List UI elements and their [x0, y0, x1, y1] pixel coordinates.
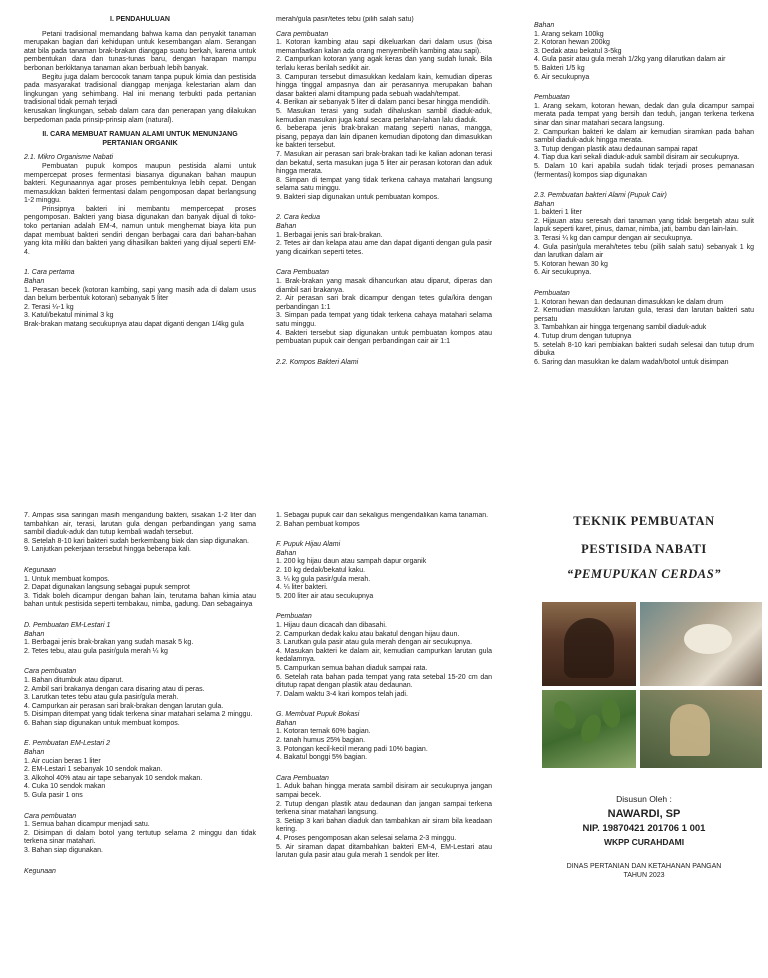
list-item: 4. Gula pasir atau gula merah 1/2kg yang dilarutkan dalam air — [534, 56, 726, 64]
spacer — [24, 801, 256, 807]
subsection-heading: Kegunaan — [24, 566, 56, 574]
photo-plant-leaves — [542, 690, 636, 768]
list-item: 5. Bakteri 1/5 kg — [534, 64, 585, 72]
list-item: 1. Hijau daun dicacah dan dibasahi. — [276, 621, 387, 629]
subsection-label: Bahan — [276, 719, 297, 727]
list-item: 1. 200 kg hijau daun atau sampah dapur organik — [276, 558, 427, 566]
list-item: 7. Dalam waktu 3-4 kari kompos telah jadi. — [276, 690, 408, 698]
column-green-manure-bokashi — [276, 512, 492, 972]
list-item: 2. Ambil sari brakanya dengan cara disaring atau di peras. — [24, 685, 205, 693]
list-item: 2. Tutup dengan plastik atau dedaunan dan jangan sampai terkena terkena sinar matahari langsung. — [276, 800, 492, 817]
list-item: 3. Setiap 3 kari bahan diaduk dan tambahkan air siram bila keadaan kering. — [276, 817, 492, 834]
list-item: 2. 10 kg dedak/bekatul kaku. — [276, 566, 366, 574]
subsection-heading: Kegunaan — [24, 867, 56, 875]
spacer — [276, 347, 492, 353]
column-intro — [24, 16, 256, 456]
list-item: 1. Perasan becek (kotoran kambing, sapi yang masih ada di dalam usus dan belum berbentuk kotoran) sebanyak 5 liter — [24, 286, 256, 303]
list-item: 1. Semua bahan dicampur menjadi satu. — [24, 821, 150, 829]
list-item: merah/gula pasir/tetes tebu (pilih salah satu) — [276, 16, 414, 23]
subsection-heading: Cara Pembuatan — [276, 269, 329, 277]
list-item: 6. Setelah rata bahan pada tempat yang rata setebal 15-20 cm dan ditutup rapat dengan plastik atau dedaunan. — [276, 673, 492, 690]
list-item: 4. Tiap dua kari sekali diaduk-aduk sambil disiram air secukupnya. — [534, 154, 740, 162]
cover-photo-collage — [542, 602, 762, 768]
list-item: 2. Tetes air dan kelapa atau ame dan dapat diganti dengan gula pasir yang dicairkan seperti tetes. — [276, 240, 492, 256]
list-item: 1. Sebagai pupuk cair dan sekaligus mengendalikan kama tanaman. — [276, 512, 489, 519]
subsection-heading: Bahan — [534, 22, 555, 29]
list-item: kerusakan lingkungan, sebab dalam cara dan penerapan yang dilakukan berpedoman pada prinsip-prinsip alam (natural). — [24, 107, 256, 124]
list-item: 1. Berbagai jenis sari brak-brakan. — [276, 231, 383, 239]
list-item: 3. Alkohol 40% atau air tape sebanyak 10 sendok makan. — [24, 774, 203, 782]
subsection-label: Bahan — [276, 223, 297, 231]
list-item: 7. Ampas sisa saringan masih mengandung bakteri, sisakan 1-2 liter dan tambahkan air, terasi, larutan gula dengan perbandingan yang sama sambil diaduk-aduk dan tutup kembali wadah tersebut. — [24, 512, 256, 537]
subsection-label: Bahan — [24, 278, 45, 286]
list-item: 1. Air cucian beras 1 liter — [24, 757, 101, 765]
spacer — [276, 257, 492, 263]
list-item: 3. Tutup dengan plastik atau dedaunan sampai rapat — [534, 145, 698, 153]
list-item: 3. Larutkan gula pasir atau gula merah dengan air secukupnya. — [276, 639, 473, 647]
list-item: 5. Masukan terasi yang sudah dihaluskan sambil diaduk-aduk, kemudian masukan juga katul secara perlahan-lahan lalu diaduk. — [276, 107, 492, 124]
list-item: 9. Bakteri siap digunakan untuk pembuatan kompos. — [276, 193, 440, 201]
list-item: 6. Bahan siap digunakan untuk membuat kompos. — [24, 719, 180, 727]
list-item: 1. Arang sekam 100kg — [534, 30, 604, 38]
list-item: 3. Campuran tersebut dimasukkan kedalam kain, kemudian diperas hingga tinggal ampasnya dan air perasannya merupakan bahan dasar bakteri alami ditampung pada sebuah wadah/tempat. — [276, 73, 492, 98]
spacer — [276, 763, 492, 769]
author-organization: WKPP CURAHDAMI — [603, 837, 685, 847]
cover-title-line-1: TEKNIK PEMBUATAN — [573, 514, 715, 528]
list-item: 8. Setelah 8-10 kari bakteri sudah berkembang biak dan siap digunakan. — [24, 537, 249, 545]
list-item: 5. Gula pasir 1 ons — [24, 792, 83, 800]
list-item: 2. Campurkan kotoran yang agak keras dan yang sudah lunak. Bila terlalu keras berilah sedikit air. — [276, 56, 492, 72]
list-item: 6. Air secukupnya. — [534, 269, 592, 277]
list-item: 4. Bakteri tersebut siap digunakan untuk pembuatan kompos atau pembuatan pupuk cair dengan perbandingan cair air 1:1 — [276, 329, 492, 346]
author-nip: NIP. 19870421 201706 1 001 — [582, 823, 706, 834]
paragraph: Pembuatan pupuk kompos maupun pestisida alami untuk mempercepat proses fermentasi biasanya digunakan bahan maupun bakteri. Kegunaannya agar proses pembentuknya lebih cepat. Dengan memasukkan bakteri fermentasi dalam pengomposan dapat berlangsung 1-2 minggu. — [24, 162, 256, 205]
spacer — [276, 699, 492, 705]
subsection-label: Bahan — [24, 630, 45, 638]
list-item: 3. ¼ kg gula pasir/gula merah. — [276, 575, 371, 583]
subsection-heading: F. Pupuk Hijau Alami — [276, 541, 341, 549]
list-item: 2. Air perasan sari brak dicampur dengan tetes gula/kira dengan perbandingan 1:1 — [276, 295, 492, 311]
subsection-heading: Cara pembuatan — [276, 30, 329, 38]
subsection-heading: D. Pembuatan EM-Lestari 1 — [24, 621, 111, 629]
subsection-heading: Pembuatan — [276, 613, 312, 621]
list-item: 9. Lanjutkan pekerjaan tersebut hingga beberapa kali. — [24, 546, 191, 554]
author-name: NAWARDI, SP — [607, 808, 681, 820]
spacer — [24, 728, 256, 734]
list-item: 3. Katul/bekatul minimal 3 kg — [24, 312, 114, 320]
list-item: 2. Campurkan bakteri ke dalam air kemudian siramkan pada bahan sambil diaduk-aduk hingga merata. — [534, 128, 754, 145]
department-name: DINAS PERTANIAN DAN KETAHANAN PANGAN — [566, 863, 722, 870]
spacer — [24, 656, 256, 662]
cover-tagline: “PEMUPUKAN CERDAS” — [566, 567, 722, 581]
subsection-label: Bahan — [276, 549, 297, 557]
subsection-heading: 2.3. Pembuatan bakteri Alami (Pupuk Cair) — [534, 192, 667, 200]
list-item: 1. Kotoran ternak 60% bagian. — [276, 728, 371, 736]
subsection-label: Bahan — [24, 749, 45, 757]
subsection-heading: Pembuatan — [534, 94, 570, 102]
prepared-by-label: Disusun Oleh : — [616, 794, 672, 804]
paragraph: Begitu juga dalam bercocok tanam tanpa pupuk kimia dan pestisida pada masyarakat tradisional dianggap menjaga kelestarian alam dan lingkungan yang sehimbang. Hal ini menang terbukti pada pertanian tradisional tidak pernah terjadi — [24, 73, 256, 107]
list-item: 4. Proses pengomposan akan selesai selama 2-3 minggu. — [276, 835, 457, 842]
list-item: 5. Campurkan semua bahan diaduk sampai rata. — [276, 664, 428, 672]
spacer — [276, 601, 492, 607]
list-item: 4. ¼ liter bakteri. — [276, 584, 328, 592]
photo-farmer-field — [640, 690, 762, 768]
list-item: 7. Masukan air perasan sari brak-brakan tadi ke kalian adonan terasi dan bekatul, serta masukan juga 5 liter air perasan kotoran dan aduk hingga merata. — [276, 150, 492, 176]
spacer — [276, 529, 492, 535]
subsection-heading: 2.2. Kompos Bakteri Alami — [276, 358, 359, 366]
list-item: 3. Bahan siap digunakan. — [24, 847, 104, 854]
list-item: 2. Dapat digunakan langsung sebagai pupuk semprot — [24, 584, 190, 592]
list-item: 3. Potongan kecil-kecil merang padi 10% bagian. — [276, 745, 428, 753]
list-item: 4. Masukan bakteri ke dalam air, kemudian campurkan larutan gula kedalamnya. — [276, 647, 492, 664]
list-item: 1. Kotoran hewan dan dedaunan dimasukkan ke dalam drum — [534, 298, 724, 306]
spacer — [276, 202, 492, 208]
list-item: 2. Terasi ¼-1 kg — [24, 303, 74, 311]
list-item: 1. Berbagai jenis brak-brakan yang sudah masak 5 kg. — [24, 639, 194, 647]
subsection-heading: Cara Pembuatan — [276, 774, 329, 782]
list-item: 5. Disimpan ditempat yang tidak terkena sinar matahari selama 2 minggu. — [24, 711, 253, 719]
subsection-heading: Cara pembuatan — [24, 668, 77, 676]
list-item: 2. EM-Lestari 1 sebanyak 10 sendok makan. — [24, 766, 163, 774]
list-item: Brak-brakan matang secukupnya atau dapat diganti dengan 1/4kg gula — [24, 321, 244, 328]
list-item: 6. Saring dan masukkan ke dalam wadah/botol untuk disimpan — [534, 358, 729, 366]
list-item: 3. Tambahkan air hingga tergenang sambil diaduk-aduk — [534, 324, 707, 332]
photo-mixing-bowl — [640, 602, 762, 686]
publication-year: TAHUN 2023 — [623, 872, 665, 879]
list-item: 2. Hijauan atau seresah dari tanaman yang tidak bergetah atau sulit lapuk seperti karet, pinus, damar, nimba, jati, bambu dan lain-lain. — [534, 217, 754, 234]
list-item: 1. Untuk membuat kompos. — [24, 575, 110, 583]
list-item: 4. Gula pasir/gula merah/tetes tebu (pilih salah satu) sebanyak 1 kg dan larutkan dalam air — [534, 243, 754, 260]
list-item: 5. 200 liter air atau secukupnya — [276, 592, 374, 600]
list-item: 3. Terasi ¼ kg dan campur dengan air secukupnya. — [534, 235, 693, 243]
list-item: 2. tanah humus 25% bagian. — [276, 737, 366, 745]
spacer — [534, 278, 754, 284]
spacer — [24, 555, 256, 561]
spacer — [534, 180, 754, 186]
list-item: 1. Brak-brakan yang masak dihancurkan atau diparut, diperas dan diambil sari brakanya. — [276, 278, 492, 294]
subsection-label: Bahan — [534, 200, 555, 208]
list-item: 4. Berikan air sebanyak 5 liter di dalam panci besar hingga mendidih. — [276, 99, 491, 107]
cover-panel — [520, 512, 768, 972]
list-item: 6. Air secukupnya — [534, 73, 590, 81]
spacer — [24, 257, 256, 263]
subsection-heading: Pembuatan — [534, 290, 570, 298]
paragraph: Petani tradisional memandang bahwa kama dan penyakit tanaman merupakan bagian dari kehidupan untuk kesembangan alam. Serangan atat bila pada tanaman brak-brakan dianggap suatu berkah, karena untuk pembentukan dara dan tunas-tunas baru, dengan harapan mampu berbonan berkiktanya tanaman akan berbuah lebih banyak. — [24, 30, 256, 72]
column-em-lestari — [24, 512, 256, 972]
list-item: 4. Campurkan air perasan sari brak-brakan dengan larutan gula. — [24, 702, 224, 710]
list-item: 1. Arang sekam, kotoran hewan, dedak dan gula dicampur sampai merata pada tempat yang bersih dan teduh, jangan terkena terkena sinar dan sinar matahari secara langsung. — [534, 102, 754, 127]
column-bacteria-methods — [276, 16, 492, 456]
list-item: 3. Larutkan tetes tebu atau gula pasir/gula merah. — [24, 694, 179, 702]
list-item: 2. Campurkan dedak kaku atau bakatul dengan hijau daun. — [276, 630, 460, 638]
list-item: 1. bakteri 1 liter — [534, 209, 582, 217]
list-item: 4. Tutup drum dengan tutupnya — [534, 333, 632, 340]
subsection-heading: E. Pembuatan EM-Lestari 2 — [24, 740, 110, 748]
list-item: 2. Tetes tebu, atau gula pasir/gula merah ¼ kg — [24, 647, 168, 655]
cover-title-line-2: PESTISIDA NABATI — [581, 542, 707, 556]
subsection-heading: 2. Cara kedua — [276, 214, 320, 222]
list-item: 3. Tidak boleh dicampur dengan bahan lain, terutama bahan kimia atau bahan untuk pestisida seperti tembakau, nimba, gadung. Dan sebagainya — [24, 592, 256, 609]
subsection-heading: 1. Cara pertama — [24, 269, 75, 277]
list-item: 2. Disimpan di dalam botol yang tertutup selama 2 minggu dan tidak terkena sinar matahari. — [24, 829, 256, 846]
list-item: 2. Kotoran hewan 200kg — [534, 39, 610, 47]
list-item: 4. Bakatul bonggi 5% bagian. — [276, 754, 368, 762]
spacer — [534, 82, 754, 88]
subsection-heading: G. Membuat Pupuk Bokasi — [276, 711, 360, 719]
list-item: 3. Simpan pada tempat yang tidak terkena cahaya matahari selama satu minggu. — [276, 312, 492, 328]
list-item: 1. Aduk bahan hingga merata sambil disiram air secukupnya jangan sampai becek. — [276, 783, 492, 800]
section-heading: I. PENDAHULUAN — [110, 16, 170, 23]
list-item: 2. Bahan pembuat kompos — [276, 520, 360, 528]
subsection-heading: 2.1. Mikro Organisme Nabati — [24, 154, 114, 162]
list-item: 4. Cuka 10 sendok makan — [24, 783, 106, 791]
list-item: 5. Air siraman dapat ditambahkan bakteri EM-4, EM-Lestari atau larutan gula pasir atau gula merah 1 sendok per liter. — [276, 843, 492, 860]
spacer — [24, 610, 256, 616]
list-item: 1. Kotoran kambing atau sapi dikeluarkan dari dalam usus (bisa memanfaatkan kalan ada orang menyembelih kambing atau sapi). — [276, 39, 492, 55]
list-item: 1. Bahan ditumbuk atau diparut. — [24, 676, 124, 684]
list-item: 3. Dedak atau bekatul 3-5kg — [534, 47, 622, 55]
column-compost-liquid — [534, 16, 754, 456]
list-item: 8. Simpan di tempat yang tidak terkena cahaya matahari langsung selama satu minggu. — [276, 176, 492, 193]
paragraph: Prinsipnya bakteri ini membantu mempercepat proses pengomposan. Bakteri yang biasa digunakan dan banyak dijual di toko-toko pertanian adalah EM-4, namun untuk menghemat biaya kita pun dapat membuat bakteri sendiri dengan berbagai cara dari bahan-bahan yang kita miliki dan bakteri yang dihasilkan bakteri yang dijual seperti EM-4. — [24, 205, 256, 256]
list-item: 6. beberapa jenis brak-brakan matang seperti nanas, mangga, pisang, pepaya dan lain dipanen kemudian dipotong dan dimasukkan ke bakteri tersebut. — [276, 125, 492, 150]
section-heading: II. CARA MEMBUAT RAMUAN ALAMI UNTUK MENUNJANG PERTANIAN ORGANIK — [42, 131, 238, 147]
list-item: 5. Kotoran hewan 30 kg — [534, 260, 608, 268]
list-item: 5. setelah 8-10 kari pembiakan bakteri sudah selesai dan tutup drum dibuka — [534, 341, 754, 358]
spacer — [24, 856, 256, 862]
list-item: 5. Dalam 10 kari apabila sudah tidak terjadi proses pemanasan (fermentasi) kompos siap digunakan — [534, 162, 754, 179]
photo-liquid-pouring — [542, 602, 636, 686]
list-item: 2. Kemudian masukkan larutan gula, terasi dan larutan bakteri satu persatu — [534, 307, 754, 323]
subsection-heading: Cara pembuatan — [24, 812, 77, 820]
